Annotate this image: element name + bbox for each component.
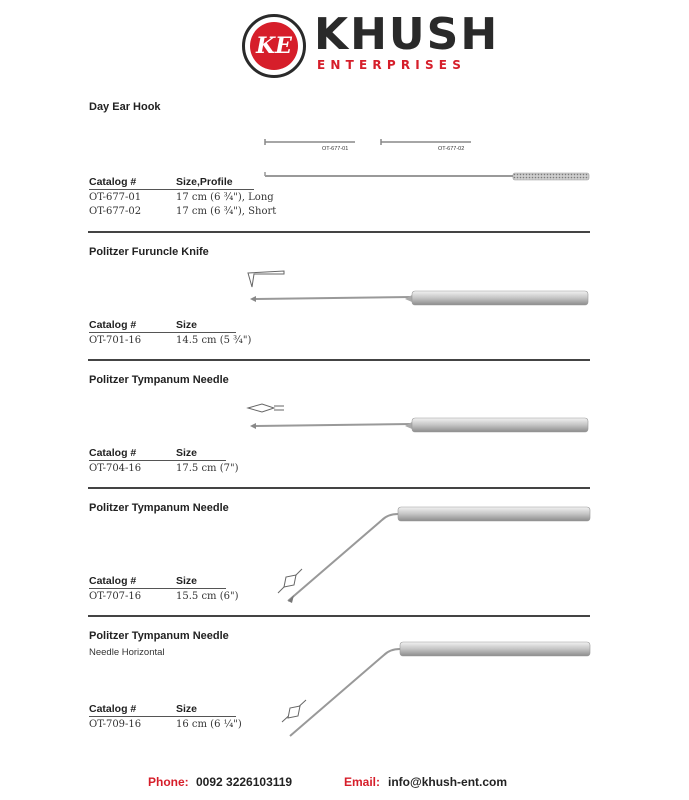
catalog-header: Catalog # [89, 447, 137, 459]
email-label: Email: [344, 775, 381, 789]
brand-tagline: ENTERPRISES [317, 58, 467, 72]
section-divider [88, 615, 590, 617]
header-underline [89, 460, 226, 461]
horizontal-needle-image [278, 638, 592, 743]
code-label-1: OT-677-01 [322, 146, 349, 152]
header-underline [89, 189, 254, 190]
catalog-cell: OT-677-02 [89, 206, 142, 217]
code-label-2: OT-677-02 [438, 146, 465, 152]
phone-number[interactable]: 0092 3226103119 [196, 775, 293, 789]
size-cell: 17.5 cm (7") [176, 463, 239, 474]
product-title-day-ear-hook: Day Ear Hook [89, 101, 161, 113]
header-underline [89, 332, 236, 333]
furuncle-knife-image [240, 265, 592, 310]
size-cell: 14.5 cm (5 ¾") [176, 335, 252, 346]
size-cell: 17 cm (6 ¾"), Short [176, 206, 277, 217]
size-cell: 16 cm (6 ¼") [176, 719, 242, 730]
header-underline [89, 588, 226, 589]
product-title-tympanum-needle: Politzer Tympanum Needle [89, 374, 229, 386]
catalog-header: Catalog # [89, 176, 137, 188]
catalog-cell: OT-677-01 [89, 192, 142, 203]
phone-label: Phone: [148, 775, 189, 789]
catalog-header: Catalog # [89, 319, 137, 331]
section-divider [88, 359, 590, 361]
tympanum-needle-image [240, 398, 592, 438]
logo-emblem [242, 14, 306, 78]
logo-monogram: KE [250, 22, 298, 70]
catalog-cell: OT-704-16 [89, 463, 142, 474]
day-ear-hook-image [255, 134, 595, 184]
catalog-cell: OT-707-16 [89, 591, 142, 602]
size-header: Size,Profile [176, 176, 233, 188]
catalog-cell: OT-709-16 [89, 719, 142, 730]
product-title-furuncle-knife: Politzer Furuncle Knife [89, 246, 209, 258]
size-header: Size [176, 319, 198, 331]
size-header: Size [176, 575, 198, 587]
catalog-cell: OT-701-16 [89, 335, 142, 346]
email-link[interactable]: info@khush-ent.com [388, 775, 508, 789]
size-cell: 15.5 cm (6") [176, 591, 239, 602]
section-divider [88, 231, 590, 233]
size-cell: 17 cm (6 ¾"), Long [176, 192, 274, 203]
angled-needle-image [270, 503, 592, 608]
size-header: Size [176, 703, 198, 715]
product-title-tympanum-needle: Politzer Tympanum Needle [89, 502, 229, 514]
size-header: Size [176, 447, 198, 459]
catalog-header: Catalog # [89, 575, 137, 587]
section-divider [88, 487, 590, 489]
catalog-header: Catalog # [89, 703, 137, 715]
header-underline [89, 716, 236, 717]
product-subtitle: Needle Horizontal [89, 647, 165, 658]
brand-name: KHUSH [314, 9, 500, 60]
product-title-tympanum-needle: Politzer Tympanum Needle [89, 630, 229, 642]
